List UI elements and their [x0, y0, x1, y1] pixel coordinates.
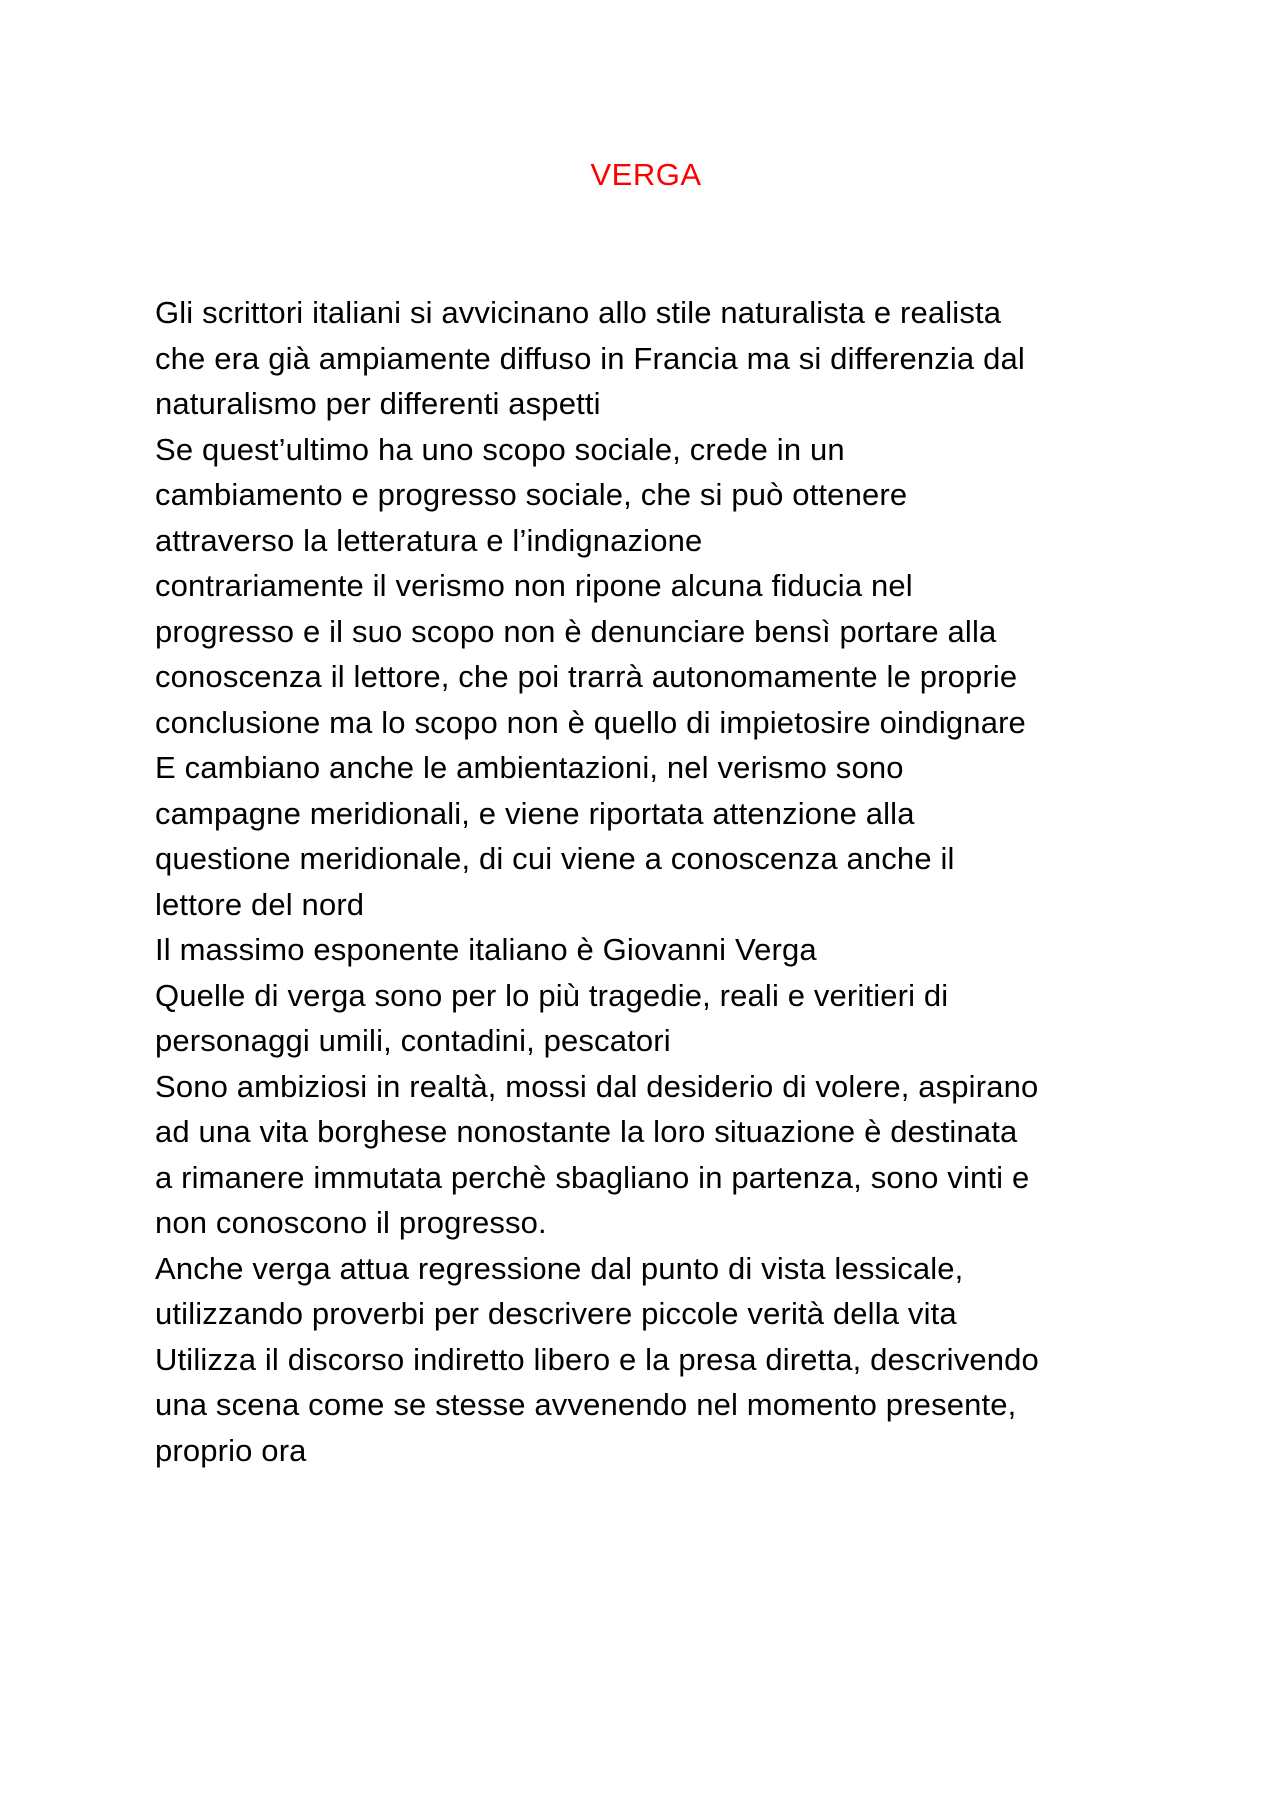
text-line: una scena come se stesse avvenendo nel momento presente,: [155, 1387, 1017, 1422]
text-line: personaggi umili, contadini, pescatori: [155, 1023, 671, 1058]
text-line: Sono ambiziosi in realtà, mossi dal desiderio di volere, aspirano: [155, 1068, 1039, 1104]
text-line: naturalismo per differenti aspetti: [155, 386, 601, 421]
text-line: Se quest’ultimo ha uno scopo sociale, crede in un: [155, 431, 845, 467]
text-line: Quelle di verga sono per lo più tragedie, reali e veritieri di: [155, 977, 949, 1013]
text-line: campagne meridionali, e viene riportata attenzione alla: [155, 795, 915, 831]
text-line: Il massimo esponente italiano è Giovanni Verga: [155, 932, 817, 967]
text-line: conoscenza il lettore, che poi trarrà autonomamente le proprie: [155, 659, 1018, 694]
text-line: contrariamente il verismo non ripone alcuna fiducia nel: [155, 568, 913, 603]
text-line: lettore del nord: [155, 886, 365, 922]
text-line: ad una vita borghese nonostante la loro situazione è destinata: [155, 1114, 1018, 1149]
text-line: E cambiano anche le ambientazioni, nel verismo sono: [155, 750, 904, 785]
text-line: proprio ora: [155, 1432, 307, 1468]
document-body: [155, 290, 1155, 1473]
text-line: progresso e il suo scopo non è denunciare bensì portare alla: [155, 613, 997, 649]
text-line: conclusione ma lo scopo non è quello di impietosire oindignare: [155, 704, 1026, 740]
text-line: utilizzando proverbi per descrivere piccole verità della vita: [155, 1296, 957, 1331]
text-line: Gli scrittori italiani si avvicinano allo stile naturalista e realista: [155, 295, 1002, 330]
text-line: Utilizza il discorso indiretto libero e la presa diretta, descrivendo: [155, 1341, 1039, 1377]
text-line: che era già ampiamente diffuso in Francia ma si differenzia dal: [155, 340, 1025, 376]
text-line: a rimanere immutata perchè sbagliano in partenza, sono vinti e: [155, 1159, 1030, 1195]
text-line: questione meridionale, di cui viene a conoscenza anche il: [155, 841, 955, 876]
text-line: attraverso la letteratura e l’indignazione: [155, 522, 703, 558]
text-line: cambiamento e progresso sociale, che si può ottenere: [155, 477, 908, 512]
document-title: VERGA: [590, 157, 702, 192]
text-line: Anche verga attua regressione dal punto di vista lessicale,: [155, 1250, 964, 1286]
text-line: non conoscono il progresso.: [155, 1205, 547, 1240]
